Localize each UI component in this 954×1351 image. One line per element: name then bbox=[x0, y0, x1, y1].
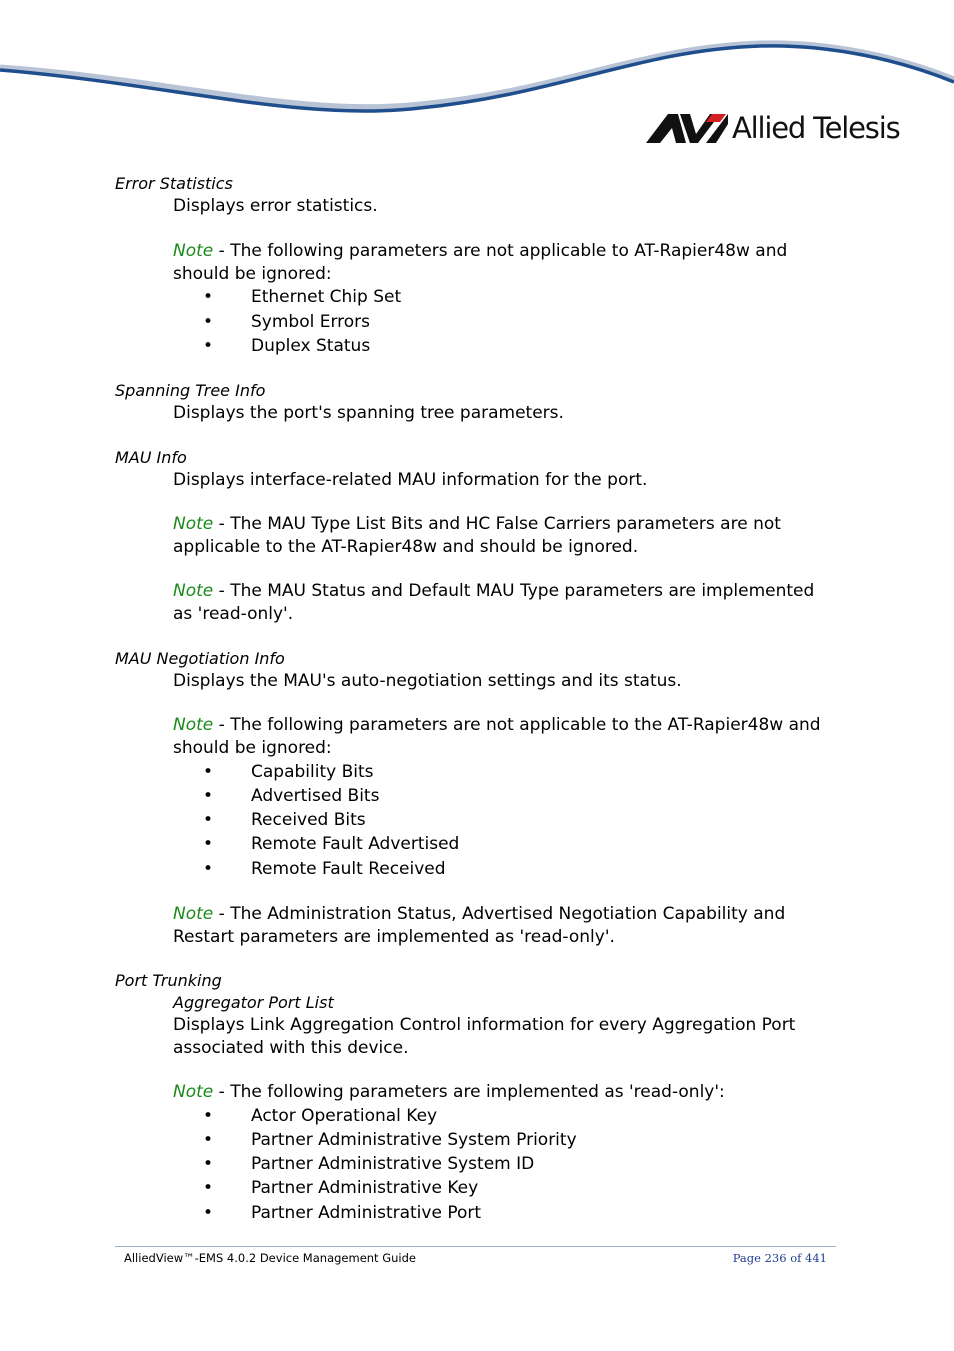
bullet-icon: • bbox=[203, 312, 214, 332]
list-item bbox=[203, 311, 370, 334]
bullet-icon: • bbox=[203, 336, 214, 356]
list-item bbox=[203, 1153, 534, 1176]
note-paragraph bbox=[173, 580, 838, 626]
note-text: - The following parameters are not applicable to AT-Rapier48w and should be ignored: bbox=[173, 241, 788, 284]
note-text: - The following parameters are implemented as 'read-only': bbox=[213, 1082, 725, 1102]
list-item bbox=[203, 1105, 437, 1128]
logo-mark-icon bbox=[646, 112, 728, 144]
section-description: Displays the MAU's auto-negotiation settings and its status. bbox=[173, 671, 682, 691]
list-item bbox=[203, 785, 379, 808]
list-item-text: Received Bits bbox=[251, 810, 366, 830]
section-heading: MAU Info bbox=[115, 448, 187, 467]
list-item-text: Partner Administrative System ID bbox=[251, 1154, 535, 1174]
bullet-icon: • bbox=[203, 762, 214, 782]
bullet-icon: • bbox=[203, 786, 214, 806]
section-description: Displays Link Aggregation Control information for every Aggregation Port associated with this device. bbox=[173, 1015, 796, 1058]
list-item-text: Partner Administrative Port bbox=[251, 1203, 482, 1223]
list-item bbox=[203, 335, 370, 358]
bullet-icon: • bbox=[203, 859, 214, 879]
note-label: Note bbox=[173, 904, 214, 924]
note-paragraph bbox=[173, 1081, 838, 1104]
list-item-text: Capability Bits bbox=[251, 762, 374, 782]
section-description: Displays the port's spanning tree parameters. bbox=[173, 403, 564, 423]
note-label: Note bbox=[173, 715, 214, 735]
footer-divider bbox=[115, 1246, 836, 1247]
list-item bbox=[203, 1129, 577, 1152]
section-description: Displays error statistics. bbox=[173, 196, 378, 216]
bullet-icon: • bbox=[203, 834, 214, 854]
list-item-text: Partner Administrative Key bbox=[251, 1178, 479, 1198]
list-item bbox=[203, 809, 366, 832]
note-label: Note bbox=[173, 581, 214, 601]
bullet-icon: • bbox=[203, 810, 214, 830]
section-heading: MAU Negotiation Info bbox=[115, 649, 285, 668]
note-label: Note bbox=[173, 514, 214, 534]
list-item-text: Ethernet Chip Set bbox=[251, 287, 402, 307]
section-description: Displays interface-related MAU information for the port. bbox=[173, 470, 648, 490]
bullet-icon: • bbox=[203, 1130, 214, 1150]
footer-guide-title: AlliedView™-EMS 4.0.2 Device Management Guide bbox=[124, 1251, 416, 1265]
list-item bbox=[203, 1202, 481, 1225]
section-heading: Port Trunking bbox=[115, 971, 222, 990]
note-paragraph bbox=[173, 714, 838, 760]
bullet-icon: • bbox=[203, 1178, 214, 1198]
section-subheading: Aggregator Port List bbox=[173, 993, 334, 1012]
list-item bbox=[203, 761, 374, 784]
note-label: Note bbox=[173, 241, 214, 261]
logo-text: Allied Telesis bbox=[732, 111, 900, 145]
allied-telesis-logo bbox=[646, 108, 899, 148]
list-item bbox=[203, 286, 401, 309]
list-item bbox=[203, 858, 446, 881]
bullet-icon: • bbox=[203, 1203, 214, 1223]
list-item-text: Duplex Status bbox=[251, 336, 371, 356]
note-text: - The Administration Status, Advertised Negotiation Capability and Restart parameters are implemented as 'read-only'. bbox=[173, 904, 786, 947]
footer-page-number: Page 236 of 441 bbox=[732, 1251, 827, 1265]
list-item bbox=[203, 1177, 478, 1200]
list-item bbox=[203, 833, 459, 856]
bullet-icon: • bbox=[203, 1106, 214, 1126]
bullet-icon: • bbox=[203, 1154, 214, 1174]
section-heading: Error Statistics bbox=[115, 174, 233, 193]
list-item-text: Remote Fault Advertised bbox=[251, 834, 460, 854]
section-heading: Spanning Tree Info bbox=[115, 381, 266, 400]
note-text: - The MAU Status and Default MAU Type parameters are implemented as 'read-only'. bbox=[173, 581, 815, 624]
note-paragraph bbox=[173, 903, 838, 949]
note-label: Note bbox=[173, 1082, 214, 1102]
list-item-text: Partner Administrative System Priority bbox=[251, 1130, 577, 1150]
list-item-text: Remote Fault Received bbox=[251, 859, 446, 879]
note-text: - The MAU Type List Bits and HC False Carriers parameters are not applicable to the AT-Rapier48w and should be ignored. bbox=[173, 514, 781, 557]
note-paragraph bbox=[173, 513, 838, 559]
list-item-text: Symbol Errors bbox=[251, 312, 371, 332]
note-text: - The following parameters are not applicable to the AT-Rapier48w and should be ignored: bbox=[173, 715, 821, 758]
note-paragraph bbox=[173, 240, 838, 286]
list-item-text: Advertised Bits bbox=[251, 786, 380, 806]
bullet-icon: • bbox=[203, 287, 214, 307]
list-item-text: Actor Operational Key bbox=[251, 1106, 438, 1126]
